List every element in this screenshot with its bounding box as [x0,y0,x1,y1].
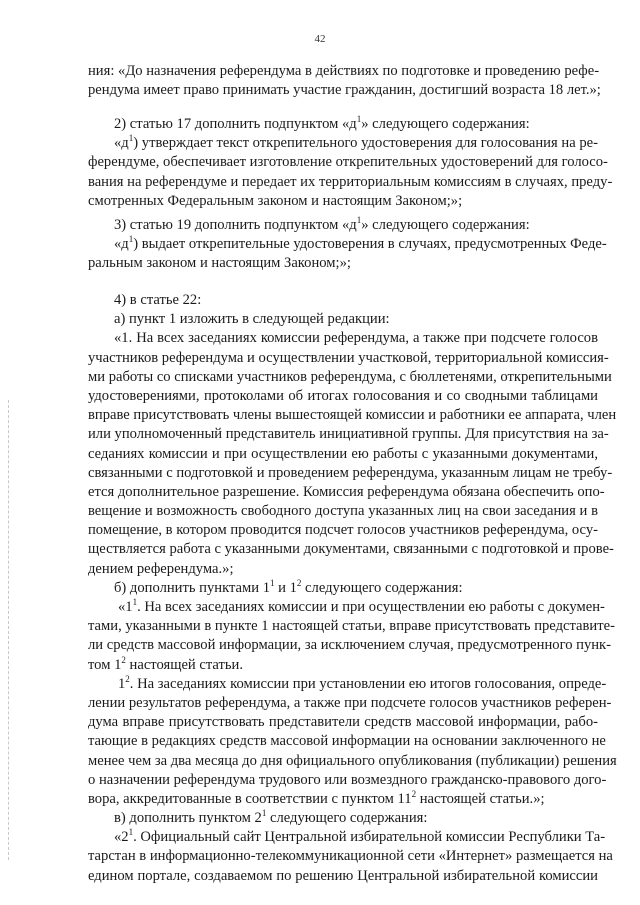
text-line: «1. На всех заседаниях комиссии референдума, а также при подсчете голосов [114,330,598,347]
text-line: тами, указанными в пункте 1 настоящей статьи, вправе присутствовать представите- [88,618,615,635]
text-line: тающие в редакциях средств массовой информации на основании заключенного не [88,733,606,750]
text-line: вания на референдуме и передает их территориальным комиссиям в случаях, преду- [88,173,613,190]
text-line: ральным законом и настоящим Законом;»; [88,255,351,272]
text-line: менее чем за два месяца до дня официального опубликования (публикации) решения [88,752,617,769]
text-line: лении результатов референдума, а также при подсчете голосов участников референ- [88,694,612,711]
text-line: вправе присутствовать члены вышестоящей комиссии и работники ее аппарата, член [88,407,617,424]
text-line: вора, аккредитованные в соответствии с пунктом $11^2$ настоящей статьи.»; [88,788,545,807]
item-4 [88,291,617,886]
item-2 [88,114,613,211]
text-line: «$1^1$. На всех заседаниях комиссии и при осуществлении ею работы с докумен- [118,597,605,615]
item-4-heading: 4) в статье 22: [114,292,202,308]
text-line: удостоверениями, протоколами об итогах голосования и со сводными таблицами [88,387,598,404]
text-line: ществляется работа с указанными документами, связанными с подготовкой и прове- [88,541,614,558]
text-line: помещение, в котором проводится подсчет голосов участников референдума, осу- [88,522,598,539]
text-line: $1^2$. На заседаниях комиссии при установлении ею итогов голосования, опреде- [118,673,607,692]
text-line: дением референдума.»; [88,560,234,577]
text-line: «$2^1$. Официальный сайт Центральной избирательной комиссии Республики Та- [114,827,606,846]
text-line: ния: «До назначения референдума в действиях по подготовке и проведению рефе- [88,63,600,79]
scan-edge-divider [8,400,10,860]
item-3 [88,215,607,274]
text-line: вещение и возможность свободного доступа указанных лиц на свои заседания и в [88,503,598,520]
item-2-heading: 2) статью 17 дополнить подпунктом «$д^1$» следующего содержания: [114,114,530,132]
text-line: седаниях комиссии и при осуществлении ею работы с указанными документами, [88,445,598,462]
text-line: «$д^1$) выдает открепительные удостоверения в случаях, предусмотренных Феде- [114,234,607,253]
text-line: ферендуме, обеспечивает изготовление открепительных удостоверений для голосо- [88,154,608,171]
text-line: едином портале, создаваемом по решению Центральной избирательной комиссии [88,867,598,884]
text-line: ется дополнительное разрешение. Комиссия референдума обязана обеспечить опо- [88,483,605,500]
text-line: о назначении референдума трудового или возмездного гражданско-правового дого- [88,771,607,788]
subitem-c: в) дополнить пунктом $2^1$ следующего содержания: [114,808,428,827]
text-line: том $1^2$ настоящей статьи. [88,654,244,673]
text-line: смотренных Федеральным законом и настоящим Законом;»; [88,192,463,209]
text-line: или уполномоченный представитель инициативной группы. Для присутствия на за- [88,426,609,443]
text-line: «$д^1$) утверждает текст открепительного удостоверения для голосования на ре- [114,133,598,152]
text-line: рендума имеет право принимать участие гражданин, достигший возраста 18 лет.»; [88,82,601,99]
paragraph-continuation [88,62,601,100]
text-line: участников референдума и осуществлении участковой, территориальной комиссия- [88,349,609,366]
text-line: тарстан в информационно-телекоммуникационной сети «Интернет» размещается на [88,848,613,865]
subitem-b: б) дополнить пунктами $1^1$ и $1^2$ следующего содержания: [114,577,463,596]
page-number: 42 [314,33,326,45]
subitem-a: а) пункт 1 изложить в следующей редакции: [114,311,390,328]
text-line: ли средств массовой информации, за исключением случая, предусмотренного пунк- [88,637,612,654]
item-3-heading: 3) статью 19 дополнить подпунктом «$д^1$» следующего содержания: [114,215,530,233]
text-line: ми работы со списками участников референдума, с бюллетенями, открепительными [88,368,612,385]
text-line: дума вправе присутствовать представители средств массовой информации, рабо- [88,714,598,731]
text-line: связанными с подготовкой и проведением референдума, указанным лицам не требу- [88,464,613,481]
